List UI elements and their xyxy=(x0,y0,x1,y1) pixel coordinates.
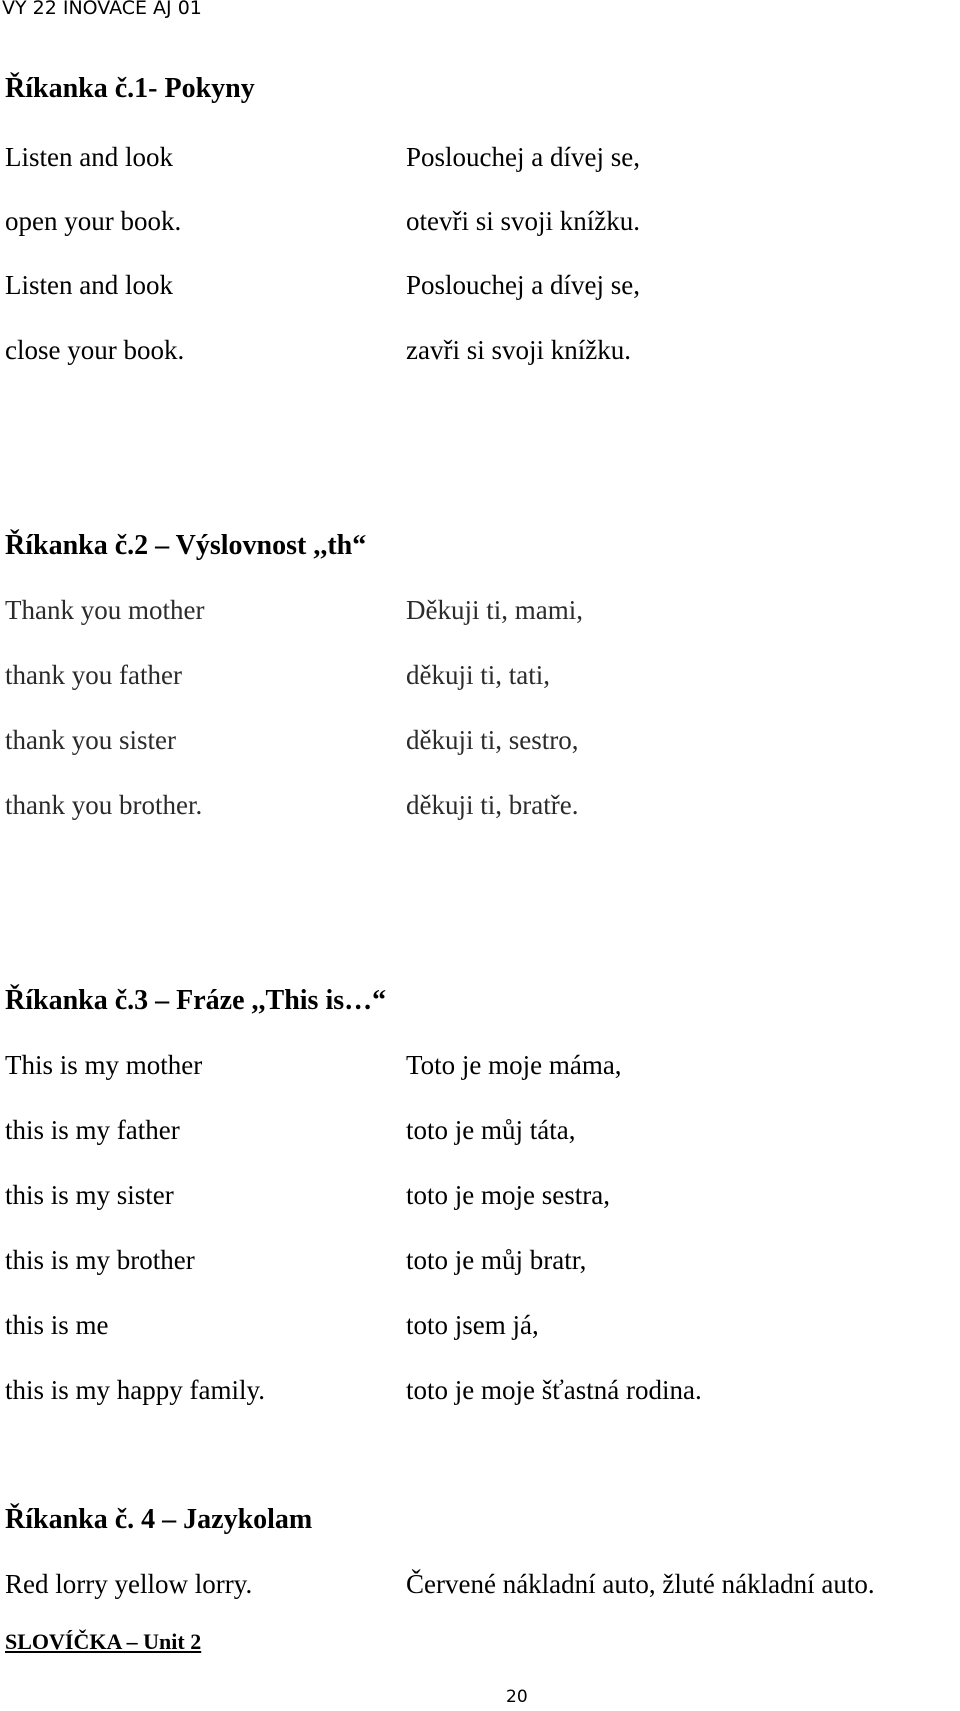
czech-line: otevři si svoji knížku. xyxy=(406,206,640,236)
czech-line: děkuji ti, bratře. xyxy=(406,790,579,820)
english-line: thank you father xyxy=(5,660,182,690)
czech-line: toto je můj bratr, xyxy=(406,1245,587,1275)
czech-line: Poslouchej a dívej se, xyxy=(406,270,640,300)
english-line: this is me xyxy=(5,1310,109,1340)
czech-line: děkuji ti, sestro, xyxy=(406,725,579,755)
czech-line: toto jsem já, xyxy=(406,1310,539,1340)
czech-line: Červené nákladní auto, žluté nákladní auto. xyxy=(406,1569,875,1599)
english-line: Red lorry yellow lorry. xyxy=(5,1569,253,1599)
english-line: thank you brother. xyxy=(5,790,203,820)
english-line: close your book. xyxy=(5,335,185,365)
english-line: thank you sister xyxy=(5,725,176,755)
czech-line: toto je moje šťastná rodina. xyxy=(406,1375,702,1405)
czech-line: Toto je moje máma, xyxy=(406,1050,622,1080)
english-line: this is my sister xyxy=(5,1180,174,1210)
section-title-1: Říkanka č.1- Pokyny xyxy=(5,73,255,104)
english-line: open your book. xyxy=(5,206,182,236)
english-line: This is my mother xyxy=(5,1050,203,1080)
document-header: VY 22 INOVACE AJ 01 xyxy=(2,0,202,19)
czech-line: zavři si svoji knížku. xyxy=(406,335,631,365)
english-line: Thank you mother xyxy=(5,595,205,625)
czech-line: Poslouchej a dívej se, xyxy=(406,142,640,172)
english-line: Listen and look xyxy=(5,270,173,300)
english-line: this is my happy family. xyxy=(5,1375,265,1405)
czech-line: toto je můj táta, xyxy=(406,1115,576,1145)
section-title-3: Říkanka č.3 – Fráze ,,This is…“ xyxy=(5,985,387,1016)
czech-line: děkuji ti, tati, xyxy=(406,660,550,690)
english-line: Listen and look xyxy=(5,142,173,172)
czech-line: toto je moje sestra, xyxy=(406,1180,610,1210)
section-title-2: Říkanka č.2 – Výslovnost ,,th“ xyxy=(5,530,367,561)
vocabulary-heading: SLOVÍČKA – Unit 2 xyxy=(5,1629,202,1654)
english-line: this is my father xyxy=(5,1115,180,1145)
english-line: this is my brother xyxy=(5,1245,195,1275)
section-title-4: Říkanka č. 4 – Jazykolam xyxy=(5,1504,313,1535)
page-number: 20 xyxy=(506,1687,528,1707)
czech-line: Děkuji ti, mami, xyxy=(406,595,583,625)
